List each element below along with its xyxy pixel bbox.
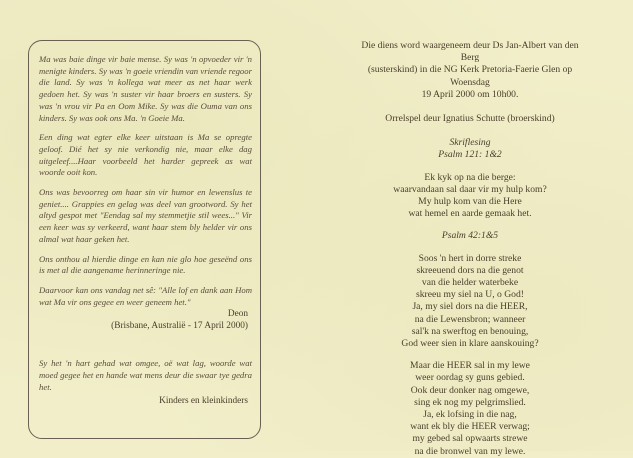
psalm-line: God weer sien in klare aanskouing? [401,338,539,350]
signature-deon-place: (Brisbane, Australië - 17 April 2000) [111,321,248,332]
psalm-line: my gebed sal opwaarts strewe [412,433,528,445]
signature-deon: Deon [227,309,248,320]
reading-label: Skriflesing [449,137,491,149]
service-line-3: 19 April 2000 om 10h00. [421,88,519,100]
psalm-line: Ook deur donker nag omgewe, [410,384,530,396]
psalm-line: skreeuend dors na die genot [416,264,524,276]
tribute-paragraph-6: Sy het 'n hart gehad wat omgee, oë wat lag, woorde wat moed gegee het en hande wat mens deur die swaar tye gedra het. [39,358,252,392]
psalm-line: na die Lewensbron; wanneer [414,313,526,325]
psalm-line: na die bronwel van my lewe. [414,445,526,457]
signature-children: Kinders en kleinkinders [159,396,248,407]
tribute-paragraph-4: Ons onthou al hierdie dinge en kan nie glo hoe geseënd ons is met al die aangename herinneringe nie. [39,253,252,276]
organ-line: Orrelspel deur Ignatius Schutte (broerskind) [385,113,555,125]
psalm-line: sal'k na swerftog en benouing, [411,325,529,337]
reading-text [352,172,588,221]
reading-reference: Psalm 121: 1&2 [438,149,502,161]
psalm-line: van die helder waterbeke [421,277,519,289]
psalm-line: Ja, ek lofsing in die nag, [423,409,517,421]
service-line-1: Die diens word waargeneem deur Ds Jan-Albert van den Berg [361,40,579,64]
psalm-reference: Psalm 42:1&5 [441,230,499,242]
psalm-line: Soos 'n hert in dorre streke [418,252,522,264]
tribute-paragraph-5: Daarvoor kan ons vandag net sê: "Alle lof en dank aan Hom wat Ma vir ons gegee en weer geneem het." [39,284,252,307]
psalm-verse-5 [352,360,588,458]
psalm-line: sing ek nog my pelgrimslied. [414,396,526,408]
tribute-paragraph-3: Ons was bevoorreg om haar sin vir humor en lewenslus te geniet.... Grappies en gelag was deel van grootword. Sy het altyd gespot met "Eendag sal my stemmetjie stil wees..." Vir een keer was sy verkeerd, want haar stem bly helder vir ons almal wat haar geken het. [39,187,252,244]
service-column [352,40,588,458]
psalm-line: Maar die HEER sal in my lewe [410,360,530,372]
psalm-line: skreeu my siel na U, o God! [416,289,524,301]
tribute-paragraph-1: Ma was baie dinge vir baie mense. Sy was 'n opvoeder vir 'n menigte kinders. Sy was 'n goeie vriendin van vriende regoor die land. Sy was 'n kollega wat meer as net haar werk gedoen het. Sy was 'n suster vir haar broers en susters. Sy was 'n vrou vir Pa en Oom Mike. Sy was die Ouma van ons kinders. Sy was ook ons Ma. 'n Goeie Ma. [39,54,252,123]
psalm-line: weer oordag sy guns gebied. [415,372,525,384]
reading-line: waarvandaan sal daar vir my hulp kom? [393,183,547,195]
psalm-line: Ja, my siel dors na die HEER, [412,301,528,313]
reading-line: My hulp kom van die Here [418,196,522,208]
service-line-2: (susterskind) in die NG Kerk Pretoria-Faerie Glen op Woensdag [367,64,573,88]
reading-line: wat hemel en aarde gemaak het. [408,208,532,220]
psalm-line: want ek bly die HEER verwag; [410,421,530,433]
reading-line: Ek kyk op na die berge: [424,171,516,183]
tribute-box [28,40,261,439]
psalm-verse-1 [352,253,588,351]
tribute-paragraph-2: Een ding wat egter elke keer uitstaan is Ma se opregte geloof. Dié het sy nie verkondig nie, maar elke dag uitgeleef....Haar voorbeeld het harder gepreek as wat woorde ooit kon. [39,132,252,178]
